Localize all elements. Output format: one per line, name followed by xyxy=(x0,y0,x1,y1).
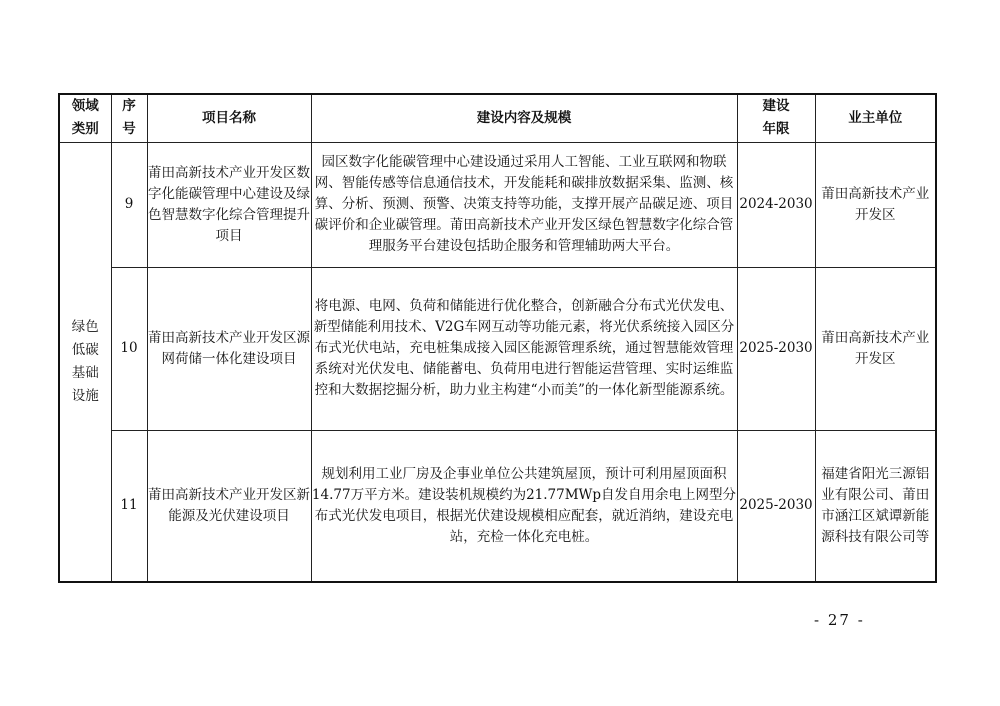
row-seq: 11 xyxy=(111,430,147,582)
header-name: 项目名称 xyxy=(147,94,311,142)
table-row xyxy=(59,430,936,582)
table-row xyxy=(59,142,936,267)
row-name: 莆田高新技术产业开发区源网荷储一体化建设项目 xyxy=(147,267,311,430)
project-table xyxy=(58,93,937,583)
row-period: 2025-2030 xyxy=(737,267,815,430)
header-seq: 序号 xyxy=(111,94,147,142)
header-row xyxy=(59,94,936,142)
header-period: 建设年限 xyxy=(737,94,815,142)
header-content: 建设内容及规模 xyxy=(311,94,737,142)
row-owner: 福建省阳光三源铝业有限公司、莆田市涵江区斌谭新能源科技有限公司等 xyxy=(815,430,936,582)
row-seq: 10 xyxy=(111,267,147,430)
category-cell: 绿色低碳基础设施 xyxy=(59,142,111,582)
row-content: 规划利用工业厂房及企事业单位公共建筑屋顶，预计可利用屋顶面积14.77万平方米。建设装机规模约为21.77MWp自发自用余电上网型分布式光伏发电项目，根据光伏建设规模相应配套，就近消纳，建设充电站，充检一体化充电桩。 xyxy=(311,430,737,582)
row-period: 2025-2030 xyxy=(737,430,815,582)
row-owner: 莆田高新技术产业开发区 xyxy=(815,142,936,267)
header-category: 领域类别 xyxy=(59,94,111,142)
row-name: 莆田高新技术产业开发区数字化能碳管理中心建设及绿色智慧数字化综合管理提升项目 xyxy=(147,142,311,267)
row-owner: 莆田高新技术产业开发区 xyxy=(815,267,936,430)
table-row xyxy=(59,267,936,430)
row-content: 园区数字化能碳管理中心建设通过采用人工智能、工业互联网和物联网、智能传感等信息通信技术，开发能耗和碳排放数据采集、监测、核算、分析、预测、预警、决策支持等功能，支撑开展产品碳足迹、项目碳评价和企业碳管理。莆田高新技术产业开发区绿色智慧数字化综合管理服务平台建设包括助企服务和管理辅助两大平台。 xyxy=(311,142,737,267)
row-period: 2024-2030 xyxy=(737,142,815,267)
page-number: - 27 - xyxy=(814,611,865,629)
header-owner: 业主单位 xyxy=(815,94,936,142)
row-content: 将电源、电网、负荷和储能进行优化整合，创新融合分布式光伏发电、新型储能利用技术、V2G车网互动等功能元素，将光伏系统接入园区分布式光伏电站，充电桩集成接入园区能源管理系统，通过智慧能效管理系统对光伏发电、储能蓄电、负荷用电进行智能运营管理、实时运维监控和大数据挖掘分析，助力业主构建“小而美”的一体化新型能源系统。 xyxy=(311,267,737,430)
row-seq: 9 xyxy=(111,142,147,267)
row-name: 莆田高新技术产业开发区新能源及光伏建设项目 xyxy=(147,430,311,582)
